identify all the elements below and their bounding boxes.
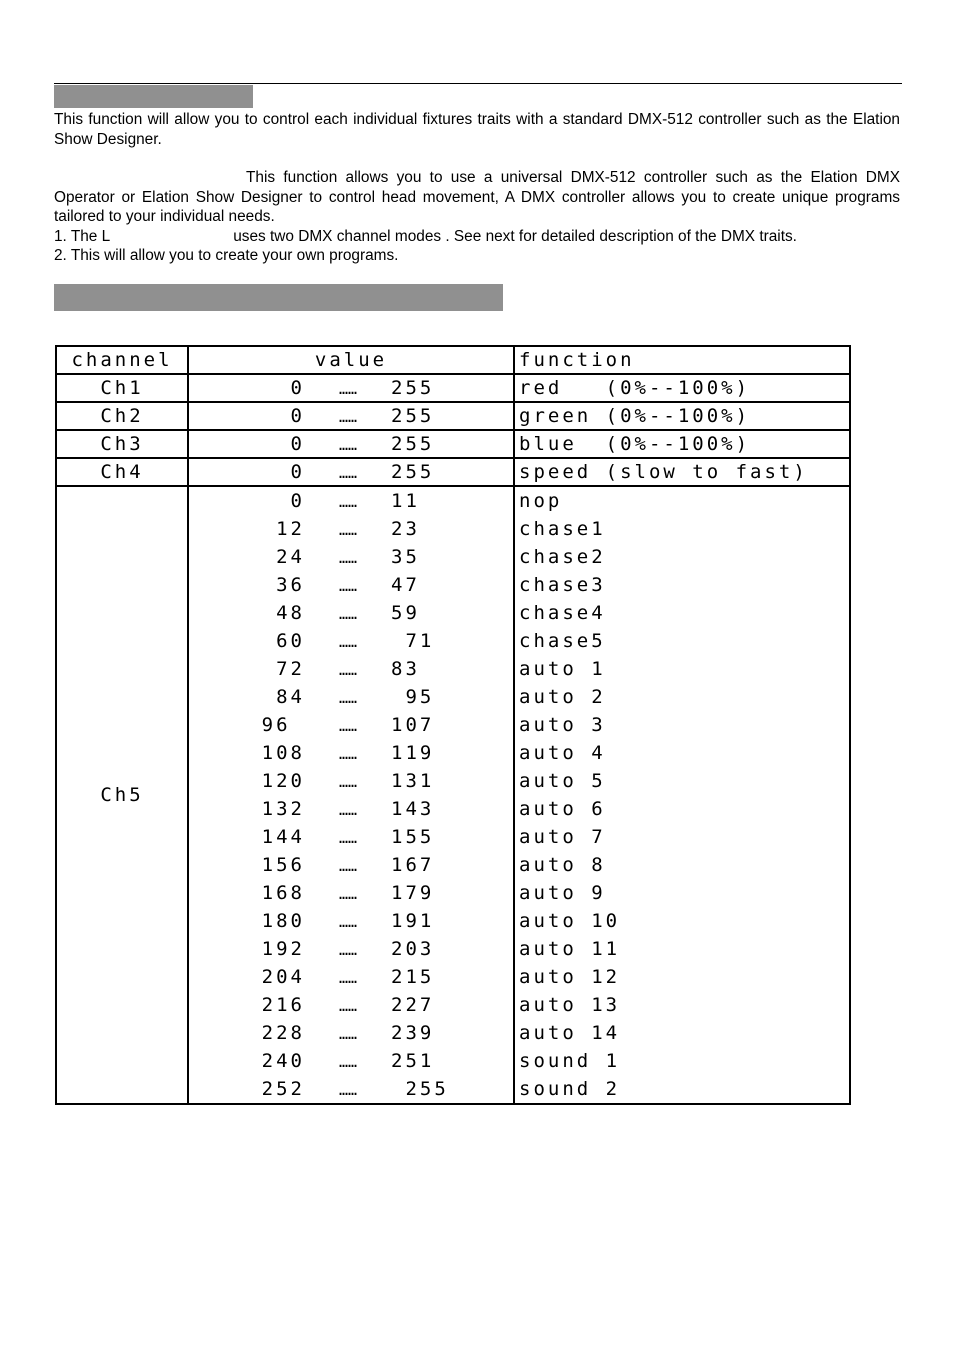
value-low: 180 xyxy=(261,910,305,932)
value-range xyxy=(189,795,513,823)
value-low: 96 xyxy=(261,714,305,736)
value-high: 227 xyxy=(391,994,435,1016)
table-row xyxy=(56,430,850,458)
channel-cell: Ch3 xyxy=(56,430,188,458)
value-high: 83 xyxy=(391,658,420,680)
value-high: 251 xyxy=(391,1050,435,1072)
value-high: 119 xyxy=(391,742,435,764)
range-separator: …… xyxy=(338,549,358,567)
value-range xyxy=(189,907,513,935)
value-range xyxy=(189,375,513,401)
function-cell: speed (slow to fast) xyxy=(514,458,850,486)
value-low: 0 xyxy=(290,433,305,455)
dmx-channel-table xyxy=(55,345,851,1105)
channel-cell-ch5: Ch5 xyxy=(56,486,188,1104)
list-item-1-end: uses two DMX channel modes . See next for detailed description of the DMX traits. xyxy=(233,228,797,245)
value-low: 108 xyxy=(261,742,305,764)
list-item-2: 2. This will allow you to create your own programs. xyxy=(54,247,399,264)
range-separator: …… xyxy=(338,717,358,735)
value-range xyxy=(189,879,513,907)
function-label: chase4 xyxy=(519,602,606,624)
value-low: 144 xyxy=(261,826,305,848)
dmx-description-text: This function allows you to use a universal DMX-512 controller such as the Elation DMX Operator or Elation Show Designer to control head movement, A DMX controller allows you to create unique programs tailored to your individual needs. xyxy=(54,169,900,225)
value-high: 191 xyxy=(391,910,435,932)
function-label: auto 9 xyxy=(519,882,606,904)
header-function: function xyxy=(514,346,850,374)
value-low: 132 xyxy=(261,798,305,820)
range-separator: …… xyxy=(338,436,358,454)
range-separator: …… xyxy=(338,773,358,791)
value-range xyxy=(189,851,513,879)
header-value xyxy=(188,346,514,374)
value-range xyxy=(189,1019,513,1047)
value-high: 71 xyxy=(391,630,435,652)
value-high: 23 xyxy=(391,518,420,540)
channel-cell: Ch1 xyxy=(56,374,188,402)
value-range xyxy=(189,767,513,795)
value-low: 0 xyxy=(290,405,305,427)
value-range xyxy=(189,1047,513,1075)
value-low: 228 xyxy=(261,1022,305,1044)
channel-cell: Ch2 xyxy=(56,402,188,430)
range-separator: …… xyxy=(338,577,358,595)
value-low: 60 xyxy=(276,630,305,652)
value-high: 255 xyxy=(391,377,435,399)
function-label: auto 5 xyxy=(519,770,606,792)
function-label: auto 1 xyxy=(519,658,606,680)
value-high: 47 xyxy=(391,574,420,596)
range-separator: …… xyxy=(338,857,358,875)
function-label: auto 3 xyxy=(519,714,606,736)
function-label: sound 2 xyxy=(519,1078,621,1100)
value-high: 167 xyxy=(391,854,435,876)
table-row-ch5 xyxy=(56,486,850,1104)
range-separator: …… xyxy=(338,464,358,482)
section-heading-bar xyxy=(54,85,253,108)
simple-rows xyxy=(56,374,850,486)
range-separator: …… xyxy=(338,941,358,959)
value-high: 179 xyxy=(391,882,435,904)
value-range xyxy=(189,935,513,963)
value-low: 0 xyxy=(290,377,305,399)
header-channel: channel xyxy=(56,346,188,374)
range-separator: …… xyxy=(338,689,358,707)
range-separator: …… xyxy=(338,745,358,763)
value-high: 239 xyxy=(391,1022,435,1044)
value-low: 36 xyxy=(276,574,305,596)
value-low: 120 xyxy=(261,770,305,792)
value-high: 143 xyxy=(391,798,435,820)
range-separator: …… xyxy=(338,408,358,426)
value-low: 216 xyxy=(261,994,305,1016)
value-cell xyxy=(188,374,514,402)
range-separator: …… xyxy=(338,1053,358,1071)
range-separator: …… xyxy=(338,661,358,679)
value-range xyxy=(189,739,513,767)
value-high: 255 xyxy=(391,433,435,455)
value-range xyxy=(189,683,513,711)
value-low: 0 xyxy=(290,490,305,512)
value-low: 24 xyxy=(276,546,305,568)
function-label: auto 10 xyxy=(519,910,621,932)
value-cell xyxy=(188,402,514,430)
function-label: auto 6 xyxy=(519,798,606,820)
value-range xyxy=(189,655,513,683)
value-range xyxy=(189,963,513,991)
range-separator: …… xyxy=(338,969,358,987)
value-high: 11 xyxy=(391,490,420,512)
value-high: 155 xyxy=(391,826,435,848)
value-low: 48 xyxy=(276,602,305,624)
header-value-text: value xyxy=(314,349,388,371)
value-low: 204 xyxy=(261,966,305,988)
value-range xyxy=(189,459,513,485)
range-separator: …… xyxy=(338,633,358,651)
range-separator: …… xyxy=(338,801,358,819)
value-range xyxy=(189,515,513,543)
value-cell xyxy=(188,458,514,486)
value-low: 12 xyxy=(276,518,305,540)
function-cell: green (0%--100%) xyxy=(514,402,850,430)
list-item-1 xyxy=(54,227,900,247)
value-range xyxy=(189,431,513,457)
value-range xyxy=(189,543,513,571)
function-cell: red (0%--100%) xyxy=(514,374,850,402)
value-high: 203 xyxy=(391,938,435,960)
value-range xyxy=(189,627,513,655)
value-range xyxy=(189,823,513,851)
value-cell-ch5 xyxy=(188,486,514,1104)
function-label: auto 11 xyxy=(519,938,621,960)
list-item-1-start: 1. The L xyxy=(54,228,111,245)
value-high: 35 xyxy=(391,546,420,568)
table-header-row xyxy=(56,346,850,374)
table-heading-bar xyxy=(54,284,503,311)
range-separator: …… xyxy=(338,829,358,847)
value-low: 84 xyxy=(276,686,305,708)
range-separator: …… xyxy=(338,380,358,398)
function-label: sound 1 xyxy=(519,1050,621,1072)
function-label: auto 2 xyxy=(519,686,606,708)
channel-cell: Ch4 xyxy=(56,458,188,486)
value-range xyxy=(189,599,513,627)
value-high: 255 xyxy=(391,461,435,483)
function-label: auto 4 xyxy=(519,742,606,764)
value-high: 255 xyxy=(391,1078,449,1100)
range-separator: …… xyxy=(338,1081,358,1099)
value-range xyxy=(189,711,513,739)
function-label: auto 7 xyxy=(519,826,606,848)
intro-paragraph: This function will allow you to control each individual fixtures traits with a standard DMX-512 controller such as the Elation Show Designer. xyxy=(54,111,900,148)
function-cell: blue (0%--100%) xyxy=(514,430,850,458)
value-high: 131 xyxy=(391,770,435,792)
value-high: 215 xyxy=(391,966,435,988)
function-label: chase1 xyxy=(519,518,606,540)
function-label: auto 8 xyxy=(519,854,606,876)
value-low: 156 xyxy=(261,854,305,876)
range-separator: …… xyxy=(338,997,358,1015)
value-low: 0 xyxy=(290,461,305,483)
function-label: auto 12 xyxy=(519,966,621,988)
value-range xyxy=(189,487,513,515)
function-label: nop xyxy=(519,490,563,512)
value-range xyxy=(189,991,513,1019)
function-label: chase2 xyxy=(519,546,606,568)
function-label: chase3 xyxy=(519,574,606,596)
range-separator: …… xyxy=(338,493,358,511)
range-separator: …… xyxy=(338,913,358,931)
value-low: 192 xyxy=(261,938,305,960)
function-label: auto 13 xyxy=(519,994,621,1016)
table-row xyxy=(56,374,850,402)
table-row xyxy=(56,402,850,430)
function-label: auto 14 xyxy=(519,1022,621,1044)
value-high: 255 xyxy=(391,405,435,427)
dmx-description-paragraph xyxy=(54,168,900,227)
value-high: 59 xyxy=(391,602,420,624)
value-high: 95 xyxy=(391,686,435,708)
function-label: chase5 xyxy=(519,630,606,652)
range-separator: …… xyxy=(338,521,358,539)
value-high: 107 xyxy=(391,714,435,736)
value-low: 240 xyxy=(261,1050,305,1072)
value-low: 168 xyxy=(261,882,305,904)
value-range xyxy=(189,571,513,599)
range-separator: …… xyxy=(338,885,358,903)
value-range xyxy=(189,1075,513,1103)
range-separator: …… xyxy=(338,1025,358,1043)
value-range xyxy=(189,403,513,429)
top-rule xyxy=(54,83,902,84)
value-cell xyxy=(188,430,514,458)
table-row xyxy=(56,458,850,486)
value-low: 72 xyxy=(276,658,305,680)
range-separator: …… xyxy=(338,605,358,623)
value-low: 252 xyxy=(261,1078,305,1100)
function-cell-ch5 xyxy=(514,486,850,1104)
